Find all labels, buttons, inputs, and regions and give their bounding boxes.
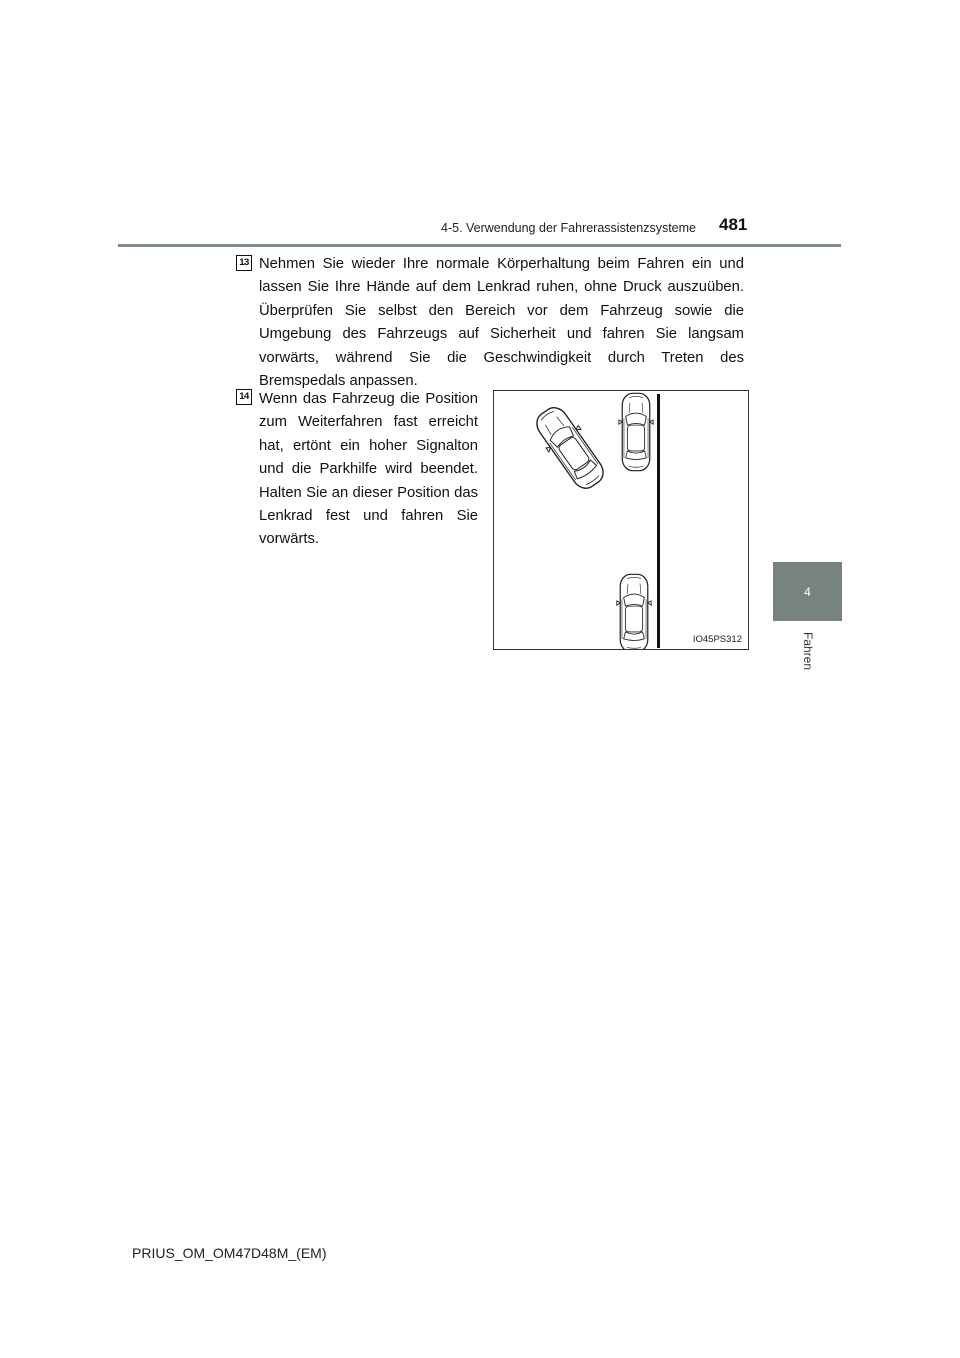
parking-illustration	[493, 390, 749, 650]
header-divider	[118, 244, 841, 247]
figure-code: IO45PS312	[692, 634, 742, 645]
chapter-number: 4	[804, 584, 811, 599]
parking-line	[657, 394, 660, 648]
maneuvering-car	[529, 401, 612, 496]
parking-diagram	[494, 391, 748, 649]
chapter-label: Fahren	[801, 631, 815, 671]
step-badge-13: 13	[236, 255, 252, 271]
step-text-14: Wenn das Fahrzeug die Position zum Weiterfahren fast erreicht hat, ertönt ein hoher Signalton und die Parkhilfe wird beendet. Halten Sie an dieser Position das Lenkrad fest und fahren Sie vorwärts.	[259, 391, 478, 548]
parked-car-rear	[617, 574, 651, 649]
page-number: 481	[719, 215, 748, 234]
step-text-13: Nehmen Sie wieder Ihre normale Körperhaltung beim Fahren ein und lassen Sie Ihre Hände auf dem Lenkrad ruhen, ohne Druck auszuüben. Überprüfen Sie selbst den Bereich vor dem Fahrzeug sowie die Umgebung des Fahrzeugs auf Sicherheit und fahren Sie langsam vorwärts, während Sie die Geschwindigkeit durch Treten des Bremspedals anpassen.	[259, 256, 744, 390]
chapter-label-container	[788, 631, 828, 671]
chapter-tab	[773, 562, 842, 621]
step-badge-14: 14	[236, 389, 252, 405]
parked-car-front	[619, 393, 653, 470]
document-id: PRIUS_OM_OM47D48M_(EM)	[132, 1245, 327, 1261]
section-title: 4-5. Verwendung der Fahrerassistenzsysteme	[441, 221, 696, 235]
